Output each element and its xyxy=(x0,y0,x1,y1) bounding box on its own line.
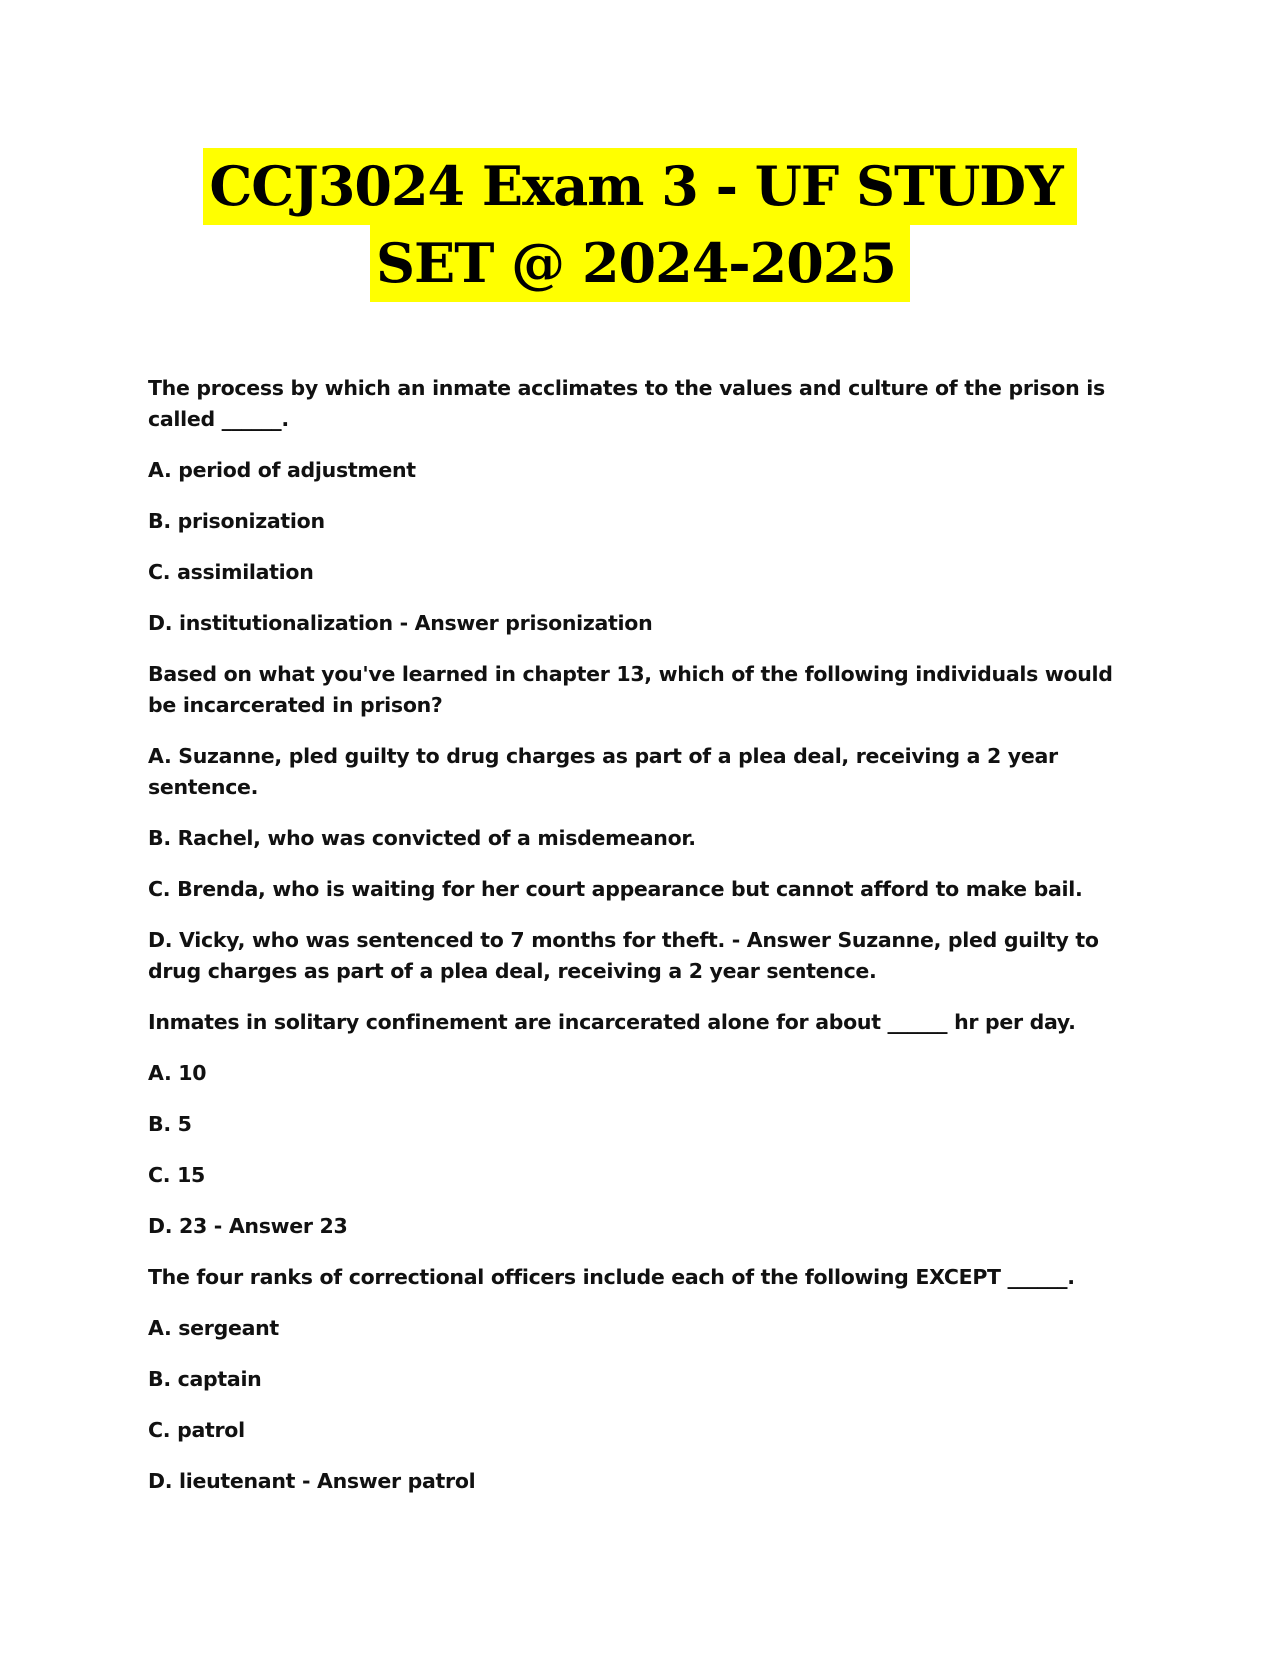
answer-option: C. patrol xyxy=(148,1418,245,1442)
question-prompt: Based on what you've learned in chapter 13, which of the following individuals would be incarcerated in prison? xyxy=(148,662,1113,717)
question-prompt: Inmates in solitary confinement are incarcerated alone for about ______ hr per day. xyxy=(148,1010,1076,1034)
answer-option: A. Suzanne, pled guilty to drug charges as part of a plea deal, receiving a 2 year sentence. xyxy=(148,744,1058,799)
answer-option: A. sergeant xyxy=(148,1316,279,1340)
title-line-1: CCJ3024 Exam 3 - UF STUDY xyxy=(203,148,1076,225)
document-title xyxy=(0,148,1280,302)
answer-option-with-key: D. lieutenant - Answer patrol xyxy=(148,1469,476,1493)
answer-option: B. prisonization xyxy=(148,509,325,533)
question-list xyxy=(148,373,1138,1517)
answer-option-with-key: D. institutionalization - Answer prisonization xyxy=(148,611,653,635)
answer-option-with-key: D. Vicky, who was sentenced to 7 months for theft. - Answer Suzanne, pled guilty to drug charges as part of a plea deal, receiving a 2 year sentence. xyxy=(148,928,1099,983)
answer-option: B. Rachel, who was convicted of a misdemeanor. xyxy=(148,826,696,850)
title-line-2: SET @ 2024-2025 xyxy=(370,225,910,302)
answer-option: C. Brenda, who is waiting for her court appearance but cannot afford to make bail. xyxy=(148,877,1083,901)
answer-option: A. 10 xyxy=(148,1061,207,1085)
answer-option: C. 15 xyxy=(148,1163,205,1187)
answer-option: B. 5 xyxy=(148,1112,192,1136)
question-prompt: The four ranks of correctional officers include each of the following EXCEPT ______. xyxy=(148,1265,1075,1289)
answer-option: A. period of adjustment xyxy=(148,458,416,482)
question-prompt: The process by which an inmate acclimates to the values and culture of the prison is called ______. xyxy=(148,376,1105,431)
answer-option: B. captain xyxy=(148,1367,262,1391)
answer-option-with-key: D. 23 - Answer 23 xyxy=(148,1214,348,1238)
answer-option: C. assimilation xyxy=(148,560,314,584)
